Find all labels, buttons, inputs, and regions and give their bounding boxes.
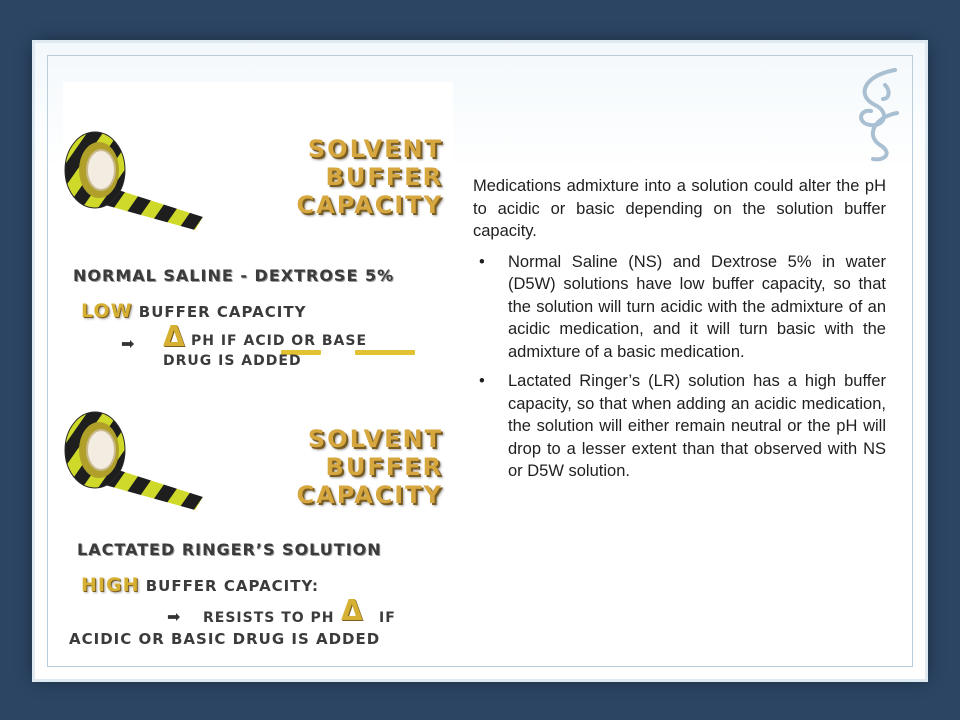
base-tag bbox=[355, 350, 415, 355]
bullet-list bbox=[473, 251, 886, 483]
intro-paragraph: Medications admixture into a solution could alter the pH to acidic or basic depending on the solution buffer capacity. bbox=[473, 177, 886, 240]
bullet-icon: • bbox=[479, 372, 485, 390]
slide bbox=[35, 43, 925, 679]
bottom-effect-line1: RESISTS TO PH bbox=[203, 610, 335, 626]
top-level-label bbox=[81, 300, 306, 322]
bottom-heading-line2: CAPACITY bbox=[296, 481, 443, 509]
list-item bbox=[473, 370, 886, 483]
top-effect-line2: DRUG IS ADDED bbox=[163, 353, 302, 369]
buffer-capacity-infographic bbox=[63, 82, 453, 648]
bottom-heading bbox=[213, 425, 443, 509]
top-level-rest: BUFFER CAPACITY bbox=[138, 303, 307, 321]
swirl-ornament-icon bbox=[845, 65, 905, 165]
bottom-effect-line1-end: IF bbox=[379, 610, 396, 626]
bottom-level-key: HIGH bbox=[81, 574, 140, 596]
top-effect-line1: PH IF ACID OR BASE bbox=[191, 333, 368, 349]
bottom-heading-line1: SOLVENT BUFFER bbox=[307, 425, 443, 481]
top-heading-line1: SOLVENT BUFFER bbox=[307, 135, 443, 191]
bullet-icon: • bbox=[479, 252, 485, 271]
top-level-key: LOW bbox=[81, 300, 133, 322]
top-arrow-icon: ➡ bbox=[121, 336, 135, 353]
bullet-text: Normal Saline (NS) and Dextrose 5% in water (D5W) solutions have low buffer capacity, so that the solution will turn acidic with the admixture of an acidic medication, and it will turn basic with the admixture of a basic medication. bbox=[508, 252, 886, 361]
list-item bbox=[473, 251, 886, 364]
top-delta-icon: Δ bbox=[163, 320, 185, 353]
caution-tape-roll-icon bbox=[63, 122, 208, 232]
bottom-level-label bbox=[81, 574, 319, 596]
bottom-level-rest: BUFFER CAPACITY: bbox=[145, 577, 320, 595]
caution-tape-roll-icon bbox=[63, 402, 208, 512]
top-heading bbox=[213, 135, 443, 219]
bottom-effect-line2: ACIDIC OR BASIC DRUG IS ADDED bbox=[69, 630, 381, 648]
slide-body-text bbox=[473, 175, 886, 490]
bottom-arrow-icon: ➡ bbox=[167, 609, 181, 626]
top-heading-line2: CAPACITY bbox=[296, 191, 443, 219]
bottom-delta-icon: Δ bbox=[341, 594, 363, 627]
bullet-text: Lactated Ringer’s (LR) solution has a high buffer capacity, so that when adding an acidic medication, the solution will either remain neutral or the pH will drop to a lesser extent than that observed with NS or D5W solution. bbox=[508, 372, 886, 480]
bottom-solution-label: LACTATED RINGER’S SOLUTION bbox=[77, 540, 382, 559]
top-solution-label: NORMAL SALINE - DEXTROSE 5% bbox=[73, 266, 395, 285]
